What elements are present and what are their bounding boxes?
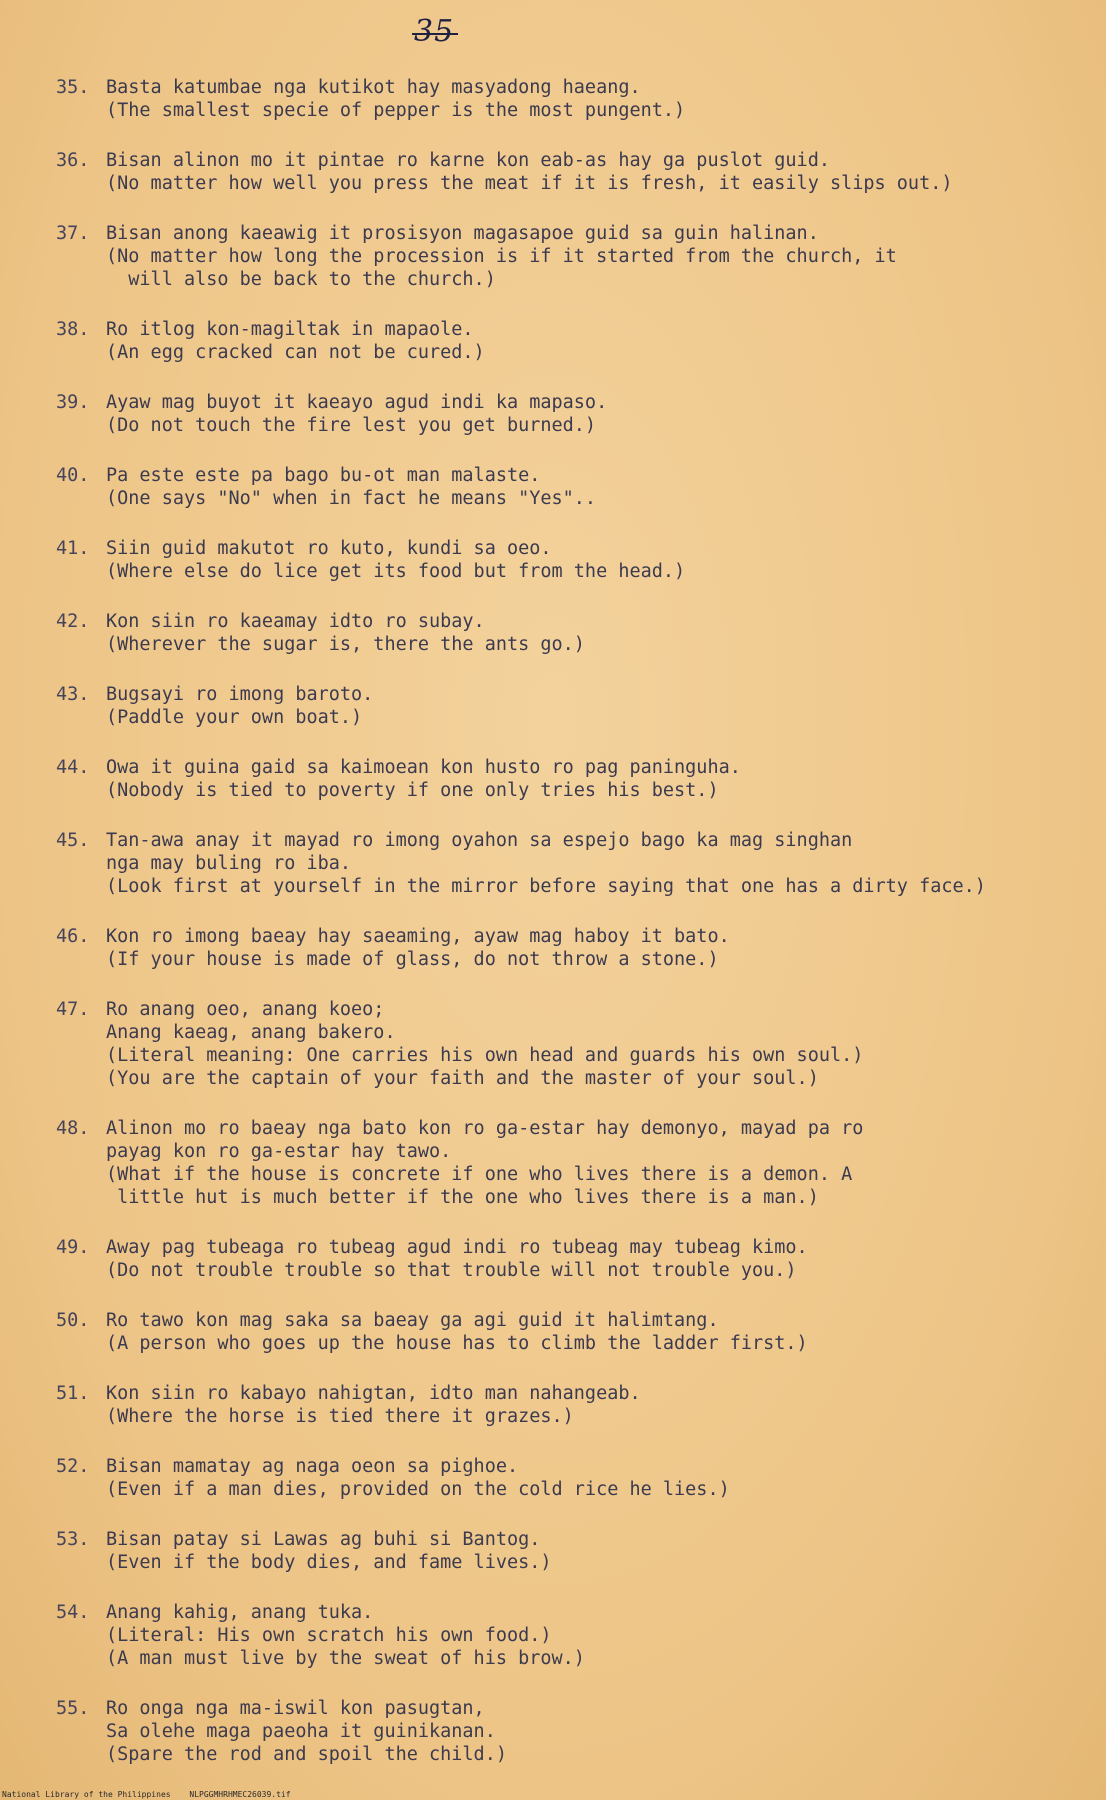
proverb-number: 39. [56, 392, 90, 413]
proverb-original-line: Kon ro imong baeay hay saeaming, ayaw mag haboy it bato. [106, 926, 730, 947]
proverb-text [106, 1601, 1096, 1670]
proverb-number: 54. [56, 1602, 90, 1623]
proverb-entry [56, 1601, 1096, 1670]
proverb-line: (Even if a man dies, provided on the cold rice he lies.) [106, 1479, 730, 1500]
proverb-number: 40. [56, 465, 90, 486]
proverb-line: Sa olehe maga paeoha it guinikanan. [106, 1721, 496, 1742]
proverb-line: (Literal meaning: One carries his own head and guards his own soul.) [106, 1045, 864, 1066]
proverb-entry [56, 1236, 1096, 1282]
proverb-number: 35. [56, 77, 90, 98]
proverb-line: (Nobody is tied to poverty if one only tries his best.) [106, 780, 719, 801]
proverb-line: nga may buling ro iba. [106, 853, 352, 874]
proverb-original-line: Bugsayi ro imong baroto. [106, 684, 374, 705]
proverb-text [106, 222, 1096, 291]
proverb-original-line: Pa este este pa bago bu-ot man malaste. [106, 465, 541, 486]
proverb-line: (If your house is made of glass, do not throw a stone.) [106, 949, 719, 970]
proverb-text [106, 1382, 1096, 1428]
proverb-original-line: Ro itlog kon-magiltak in mapaole. [106, 319, 474, 340]
proverb-entry [56, 222, 1096, 291]
proverb-original-line: Siin guid makutot ro kuto, kundi sa oeo. [106, 538, 552, 559]
proverb-text [106, 1117, 1096, 1209]
proverb-number: 44. [56, 757, 90, 778]
proverb-text [106, 1236, 1096, 1282]
proverb-entry [56, 391, 1096, 437]
proverb-original-line: Bisan alinon mo it pintae ro karne kon eab-as hay ga puslot guid. [106, 150, 830, 171]
proverb-number: 50. [56, 1310, 90, 1331]
proverb-line: (Paddle your own boat.) [106, 707, 363, 728]
proverb-number: 46. [56, 926, 90, 947]
proverb-number: 42. [56, 611, 90, 632]
proverb-number: 48. [56, 1118, 90, 1139]
proverb-original-line: Away pag tubeaga ro tubeag agud indi ro tubeag may tubeag kimo. [106, 1237, 808, 1258]
proverb-line: (Even if the body dies, and fame lives.) [106, 1552, 552, 1573]
proverb-line: (Literal: His own scratch his own food.) [106, 1625, 552, 1646]
scan-footer [2, 1790, 1106, 1799]
proverb-number: 45. [56, 830, 90, 851]
proverb-entry [56, 537, 1096, 583]
proverb-text [106, 1697, 1096, 1766]
proverb-entry [56, 683, 1096, 729]
proverb-entry [56, 76, 1096, 122]
proverb-number: 52. [56, 1456, 90, 1477]
proverb-original-line: Kon siin ro kabayo nahigtan, idto man nahangeab. [106, 1383, 641, 1404]
proverb-original-line: Bisan patay si Lawas ag buhi si Bantog. [106, 1529, 541, 1550]
proverb-line: (Look first at yourself in the mirror before saying that one has a dirty face.) [106, 876, 986, 897]
proverb-entry [56, 318, 1096, 364]
proverb-original-line: Ro onga nga ma-iswil kon pasugtan, [106, 1698, 485, 1719]
proverb-line: (Do not trouble trouble so that trouble will not trouble you.) [106, 1260, 797, 1281]
proverb-entry [56, 464, 1096, 510]
proverb-number: 47. [56, 999, 90, 1020]
file-name: NLPGGMHRHMEC26039.tif [189, 1790, 291, 1799]
proverb-number: 51. [56, 1383, 90, 1404]
proverb-entry [56, 1528, 1096, 1574]
proverb-number: 36. [56, 150, 90, 171]
proverb-entry [56, 149, 1096, 195]
proverb-text [106, 464, 1096, 510]
proverb-text [106, 925, 1096, 971]
proverb-entry [56, 998, 1096, 1090]
proverb-entry [56, 610, 1096, 656]
proverb-original-line: Tan-awa anay it mayad ro imong oyahon sa espejo bago ka mag singhan [106, 830, 853, 851]
proverb-line: payag kon ro ga-estar hay tawo. [106, 1141, 452, 1162]
proverb-list [56, 76, 1096, 1793]
proverb-entry [56, 829, 1096, 898]
proverb-entry [56, 1455, 1096, 1501]
proverb-line: (An egg cracked can not be cured.) [106, 342, 485, 363]
proverb-line: Anang kaeag, anang bakero. [106, 1022, 396, 1043]
proverb-line: will also be back to the church.) [106, 269, 496, 290]
proverb-text [106, 149, 1096, 195]
proverb-text [106, 998, 1096, 1090]
proverb-line: (Where else do lice get its food but from the head.) [106, 561, 686, 582]
proverb-number: 49. [56, 1237, 90, 1258]
proverb-entry [56, 925, 1096, 971]
proverb-line: (A man must live by the sweat of his brow.) [106, 1648, 585, 1669]
proverb-entry [56, 1382, 1096, 1428]
proverb-number: 43. [56, 684, 90, 705]
proverb-text [106, 537, 1096, 583]
proverb-line: (What if the house is concrete if one who lives there is a demon. A [106, 1164, 853, 1185]
proverb-original-line: Alinon mo ro baeay nga bato kon ro ga-estar hay demonyo, mayad pa ro [106, 1118, 864, 1139]
proverb-line: (Spare the rod and spoil the child.) [106, 1744, 507, 1765]
proverb-original-line: Basta katumbae nga kutikot hay masyadong haeang. [106, 77, 641, 98]
proverb-entry [56, 756, 1096, 802]
proverb-line: (You are the captain of your faith and the master of your soul.) [106, 1068, 819, 1089]
proverb-line: little hut is much better if the one who lives there is a man.) [106, 1187, 819, 1208]
proverb-entry [56, 1117, 1096, 1209]
proverb-original-line: Ro tawo kon mag saka sa baeay ga agi guid it halimtang. [106, 1310, 719, 1331]
proverb-original-line: Anang kahig, anang tuka. [106, 1602, 374, 1623]
proverb-line: (No matter how long the procession is if it started from the church, it [106, 246, 897, 267]
proverb-text [106, 756, 1096, 802]
proverb-original-line: Bisan anong kaeawig it prosisyon magasapoe guid sa guin halinan. [106, 223, 819, 244]
page-number: 35 [414, 14, 455, 49]
proverb-text [106, 829, 1096, 898]
proverb-line: (One says "No" when in fact he means "Yes".. [106, 488, 597, 509]
proverb-line: (A person who goes up the house has to climb the ladder first.) [106, 1333, 808, 1354]
proverb-original-line: Owa it guina gaid sa kaimoean kon husto ro pag paninguha. [106, 757, 741, 778]
proverb-text [106, 1455, 1096, 1501]
proverb-text [106, 1528, 1096, 1574]
proverb-text [106, 76, 1096, 122]
proverb-text [106, 683, 1096, 729]
proverb-original-line: Kon siin ro kaeamay idto ro subay. [106, 611, 485, 632]
proverb-number: 55. [56, 1698, 90, 1719]
library-credit: National Library of the Philippines [2, 1790, 171, 1799]
proverb-number: 53. [56, 1529, 90, 1550]
proverb-text [106, 610, 1096, 656]
proverb-original-line: Ayaw mag buyot it kaeayo agud indi ka mapaso. [106, 392, 608, 413]
proverb-number: 41. [56, 538, 90, 559]
proverb-number: 37. [56, 223, 90, 244]
proverb-text [106, 1309, 1096, 1355]
proverb-line: (No matter how well you press the meat if it is fresh, it easily slips out.) [106, 173, 953, 194]
proverb-entry [56, 1309, 1096, 1355]
proverb-line: (Where the horse is tied there it grazes.) [106, 1406, 574, 1427]
proverb-line: (The smallest specie of pepper is the most pungent.) [106, 100, 686, 121]
proverb-number: 38. [56, 319, 90, 340]
proverb-original-line: Ro anang oeo, anang koeo; [106, 999, 385, 1020]
proverb-original-line: Bisan mamatay ag naga oeon sa pighoe. [106, 1456, 519, 1477]
proverb-line: (Do not touch the fire lest you get burned.) [106, 415, 597, 436]
proverb-text [106, 318, 1096, 364]
proverb-line: (Wherever the sugar is, there the ants go.) [106, 634, 585, 655]
proverb-text [106, 391, 1096, 437]
proverb-entry [56, 1697, 1096, 1766]
